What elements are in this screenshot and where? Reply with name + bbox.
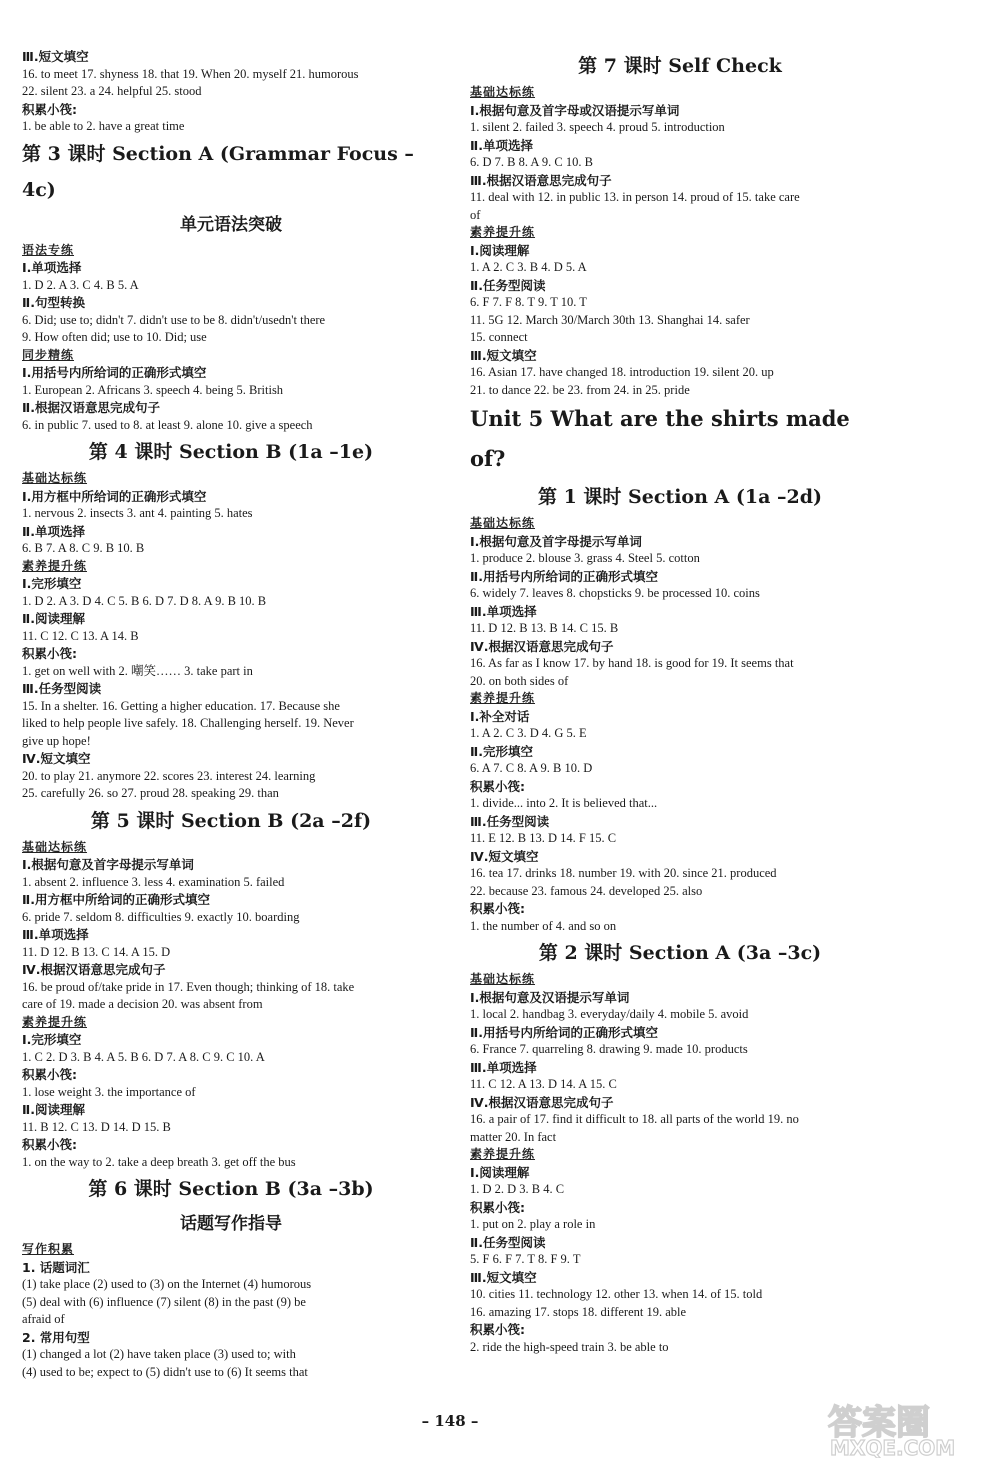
section-heading: 积累小筏:: [22, 646, 77, 661]
answer-line: 1. absent 2. influence 3. less 4. examination 5. failed: [22, 874, 285, 889]
section-heading: Ⅱ.完形填空: [470, 743, 533, 759]
answer-line: 6. B 7. A 8. C 9. B 10. B: [22, 541, 145, 555]
answer-line: 16. be proud of/take pride in 17. Even though; thinking of 18. take: [22, 979, 355, 994]
section-heading: Ⅱ.阅读理解: [22, 1102, 85, 1117]
answer-line: 10. cities 11. technology 12. other 13. when 14. of 15. told: [470, 1287, 763, 1301]
section-heading: 积累小筏:: [470, 1322, 525, 1337]
answer-line: 16. a pair of 17. find it difficult to 18. all parts of the world 19. no: [470, 1112, 799, 1126]
answer-line: 1. D 2. A 3. D 4. C 5. B 6. D 7. D 8. A 9. B 10. B: [22, 593, 267, 608]
answer-line: 16. to meet 17. shyness 18. that 19. When 20. myself 21. humorous: [22, 66, 359, 81]
exercise-tag: 写作积累: [22, 1242, 75, 1256]
lesson-heading: 第 7 课时 Self Check: [578, 55, 782, 77]
section-heading: Ⅰ.阅读理解: [470, 1164, 530, 1180]
section-heading: Ⅱ.用方框中所给词的正确形式填空: [22, 892, 210, 907]
exercise-tag: 同步精练: [22, 347, 75, 362]
section-heading: Ⅲ.单项选择: [470, 603, 537, 619]
answer-line: 1. European 2. Africans 3. speech 4. being 5. British: [22, 382, 284, 397]
answer-line: (4) used to be; expect to (5) didn't use to (6) It seems that: [22, 1364, 308, 1379]
exercise-tag: 语法专练: [22, 242, 75, 257]
answer-line: give up hope!: [22, 733, 91, 748]
answer-line: 1. be able to 2. have a great time: [22, 119, 185, 133]
section-heading: 积累小筏:: [22, 1137, 77, 1152]
answer-line: 16. Asian 17. have changed 18. introduction 19. silent 20. up: [470, 365, 774, 379]
exercise-tag: 素养提升练: [470, 691, 536, 705]
exercise-tag: 基础达标练: [22, 471, 88, 485]
section-heading: Ⅳ.根据汉语意思完成句子: [470, 1094, 614, 1110]
section-heading: Ⅲ.根据汉语意思完成句子: [470, 172, 612, 188]
section-heading: Ⅲ.短文填空: [22, 49, 89, 64]
answer-line: 1. silent 2. failed 3. speech 4. proud 5. introduction: [470, 120, 725, 134]
answer-line: 11. E 12. B 13. D 14. F 15. C: [470, 831, 617, 845]
answer-line: 16. amazing 17. stops 18. different 19. able: [470, 1304, 687, 1319]
answer-line: 6. France 7. quarreling 8. drawing 9. made 10. products: [470, 1042, 748, 1056]
section-heading: Ⅳ.根据汉语意思完成句子: [470, 638, 614, 654]
answer-line: 1. get on well with 2. 嘲笑…… 3. take part in: [22, 663, 253, 678]
watermark-text: 答案圈: [828, 1403, 930, 1443]
section-heading: Ⅲ.短文填空: [470, 1269, 537, 1285]
section-heading: 积累小筏:: [470, 778, 525, 794]
lesson-heading: 第 1 课时 Section A (1a –2d): [537, 486, 823, 508]
section-heading: Ⅳ.短文填空: [470, 848, 539, 864]
answer-line: 1. D 2. A 3. C 4. B 5. A: [22, 277, 139, 292]
exercise-tag: 基础达标练: [470, 85, 536, 99]
lesson-heading: 第 5 课时 Section B (2a –2f): [90, 809, 372, 832]
section-heading: Ⅲ.单项选择: [22, 927, 89, 942]
left-column: [22, 48, 440, 1381]
answer-line: 5. F 6. F 7. T 8. F 9. T: [470, 1252, 581, 1266]
answer-line: 1. lose weight 3. the importance of: [22, 1084, 196, 1099]
answer-line: 1. produce 2. blouse 3. grass 4. Steel 5. cotton: [470, 551, 700, 565]
section-heading: Ⅰ.阅读理解: [470, 242, 530, 258]
section-heading: 2. 常用句型: [22, 1329, 90, 1345]
answer-line: 1. A 2. C 3. D 4. G 5. E: [470, 726, 587, 740]
section-heading: Ⅱ.阅读理解: [22, 611, 85, 626]
section-heading: Ⅰ.根据句意及首字母或汉语提示写单词: [470, 102, 680, 118]
answer-line: 6. Did; use to; didn't 7. didn't use to be 8. didn't/usedn't there: [22, 312, 326, 327]
answer-line: 11. D 12. B 13. C 14. A 15. D: [22, 944, 171, 959]
section-heading: 积累小筏:: [470, 901, 525, 916]
section-heading: Ⅱ.单项选择: [22, 523, 85, 539]
section-heading: Ⅰ.根据句意及首字母提示写单词: [470, 533, 642, 549]
section-heading: Ⅰ.完形填空: [22, 1032, 82, 1047]
exercise-tag: 基础达标练: [470, 516, 536, 530]
answer-line: 1. D 2. D 3. B 4. C: [470, 1182, 565, 1196]
answer-line: 6. F 7. F 8. T 9. T 10. T: [470, 295, 587, 309]
lesson-heading: 第 4 课时 Section B (1a –1e): [88, 441, 374, 463]
section-heading: Ⅰ.用方框中所给词的正确形式填空: [22, 488, 207, 504]
answer-line: (1) take place (2) used to (3) on the Internet (4) humorous: [22, 1277, 312, 1291]
answer-line: 16. As far as I know 17. by hand 18. is good for 19. It seems that: [470, 656, 794, 670]
watermark-domain: MXQE.COM: [830, 1436, 956, 1458]
answer-line: 1. local 2. handbag 3. everyday/daily 4. mobile 5. avoid: [470, 1007, 749, 1021]
answer-line: 9. How often did; use to 10. Did; use: [22, 330, 207, 344]
exercise-tag: 基础达标练: [470, 972, 536, 986]
answer-line: care of 19. made a decision 20. was absent from: [22, 997, 263, 1011]
section-heading: Ⅱ.用括号内所给词的正确形式填空: [470, 568, 658, 584]
answer-line: 25. carefully 26. so 27. proud 28. speaking 29. than: [22, 786, 279, 800]
section-heading: Ⅱ.句型转换: [22, 295, 85, 310]
right-column: [470, 48, 890, 1356]
answer-line: 1. nervous 2. insects 3. ant 4. painting 5. hates: [22, 506, 253, 520]
answer-line: 11. deal with 12. in public 13. in person 14. proud of 15. take care: [470, 190, 800, 204]
exercise-tag: 素养提升练: [470, 225, 536, 239]
section-heading: Ⅲ.短文填空: [470, 347, 537, 363]
section-heading: Ⅱ.单项选择: [470, 137, 533, 153]
answer-line: 16. tea 17. drinks 18. number 19. with 20. since 21. produced: [470, 866, 777, 880]
exercise-tag: 素养提升练: [22, 558, 88, 573]
answer-line: 11. D 12. B 13. B 14. C 15. B: [470, 621, 619, 635]
answer-line: (1) changed a lot (2) have taken place (3) used to; with: [22, 1347, 296, 1361]
answer-line: 1. put on 2. play a role in: [470, 1217, 596, 1231]
section-heading: Ⅱ.任务型阅读: [470, 277, 546, 293]
answer-line: 1. A 2. C 3. B 4. D 5. A: [470, 260, 587, 274]
section-heading: 积累小筏:: [470, 1199, 525, 1215]
watermark-logo: [820, 1400, 995, 1458]
lesson-heading: 第 2 课时 Section A (3a –3c): [538, 942, 822, 964]
answer-line: 1. the number of 4. and so on: [470, 918, 617, 933]
section-heading: 积累小筏:: [22, 101, 77, 117]
lesson-heading: 第 3 课时 Section A (Grammar Focus –4c): [22, 142, 414, 201]
section-heading: Ⅳ.根据汉语意思完成句子: [22, 962, 166, 977]
section-heading: 积累小筏:: [22, 1067, 77, 1082]
answer-line: 20. to play 21. anymore 22. scores 23. interest 24. learning: [22, 768, 316, 783]
section-heading: Ⅲ.单项选择: [470, 1059, 537, 1075]
answer-line: 22. silent 23. a 24. helpful 25. stood: [22, 84, 202, 98]
page-number: – 148 –: [421, 1412, 479, 1430]
answer-line: 1. on the way to 2. take a deep breath 3. get off the bus: [22, 1154, 296, 1169]
answer-line: of: [470, 207, 481, 222]
subtitle-heading: 话题写作指导: [180, 1214, 282, 1234]
answer-line: 1. C 2. D 3. B 4. A 5. B 6. D 7. A 8. C 9. C 10. A: [22, 1049, 265, 1064]
answer-line: 1. divide... into 2. It is believed that...: [470, 796, 658, 810]
answer-line: 20. on both sides of: [470, 673, 569, 688]
answer-line: 11. 5G 12. March 30/March 30th 13. Shanghai 14. safer: [470, 312, 750, 327]
answer-line: 6. in public 7. used to 8. at least 9. alone 10. give a speech: [22, 417, 313, 432]
unit-heading: Unit 5 What are the shirts made of?: [470, 406, 850, 471]
exercise-tag: 素养提升练: [22, 1014, 88, 1029]
section-heading: Ⅱ.根据汉语意思完成句子: [22, 400, 160, 415]
section-heading: Ⅰ.根据句意及汉语提示写单词: [470, 989, 630, 1005]
answer-line: 6. D 7. B 8. A 9. C 10. B: [470, 155, 593, 169]
subtitle-heading: 单元语法突破: [180, 214, 282, 235]
answer-line: 15. connect: [470, 330, 528, 344]
lesson-heading: 第 6 课时 Section B (3a –3b): [88, 1178, 374, 1200]
answer-line: liked to help people live safely. 18. Challenging herself. 19. Never: [22, 716, 354, 730]
answer-line: 22. because 23. famous 24. developed 25. also: [470, 883, 703, 898]
exercise-tag: 素养提升练: [470, 1147, 536, 1161]
section-heading: Ⅲ.任务型阅读: [22, 681, 102, 696]
section-heading: Ⅰ.完形填空: [22, 576, 82, 591]
exercise-tag: 基础达标练: [22, 839, 88, 854]
answer-line: 6. widely 7. leaves 8. chopsticks 9. be processed 10. coins: [470, 586, 760, 600]
section-heading: 1. 话题词汇: [22, 1259, 90, 1275]
answer-line: 11. B 12. C 13. D 14. D 15. B: [22, 1119, 171, 1134]
section-heading: Ⅲ.任务型阅读: [470, 813, 550, 829]
answer-line: 6. A 7. C 8. A 9. B 10. D: [470, 761, 593, 775]
section-heading: Ⅰ.补全对话: [470, 708, 530, 724]
section-heading: Ⅰ.用括号内所给词的正确形式填空: [22, 365, 207, 380]
answer-line: matter 20. In fact: [470, 1129, 557, 1144]
answer-line: 11. C 12. C 13. A 14. B: [22, 628, 139, 643]
section-heading: Ⅰ.根据句意及首字母提示写单词: [22, 857, 194, 872]
answer-line: afraid of: [22, 1312, 65, 1326]
section-heading: Ⅱ.任务型阅读: [470, 1234, 546, 1250]
answer-line: 21. to dance 22. be 23. from 24. in 25. pride: [470, 382, 690, 397]
answer-line: 15. In a shelter. 16. Getting a higher education. 17. Because she: [22, 698, 340, 713]
answer-line: 2. ride the high-speed train 3. be able to: [470, 1339, 669, 1354]
section-heading: Ⅱ.用括号内所给词的正确形式填空: [470, 1024, 658, 1040]
section-heading: Ⅳ.短文填空: [22, 751, 91, 766]
answer-line: 6. pride 7. seldom 8. difficulties 9. exactly 10. boarding: [22, 909, 300, 924]
section-heading: Ⅰ.单项选择: [22, 260, 82, 275]
answer-line: (5) deal with (6) influence (7) silent (8) in the past (9) be: [22, 1294, 306, 1309]
answer-line: 11. C 12. A 13. D 14. A 15. C: [470, 1077, 617, 1091]
